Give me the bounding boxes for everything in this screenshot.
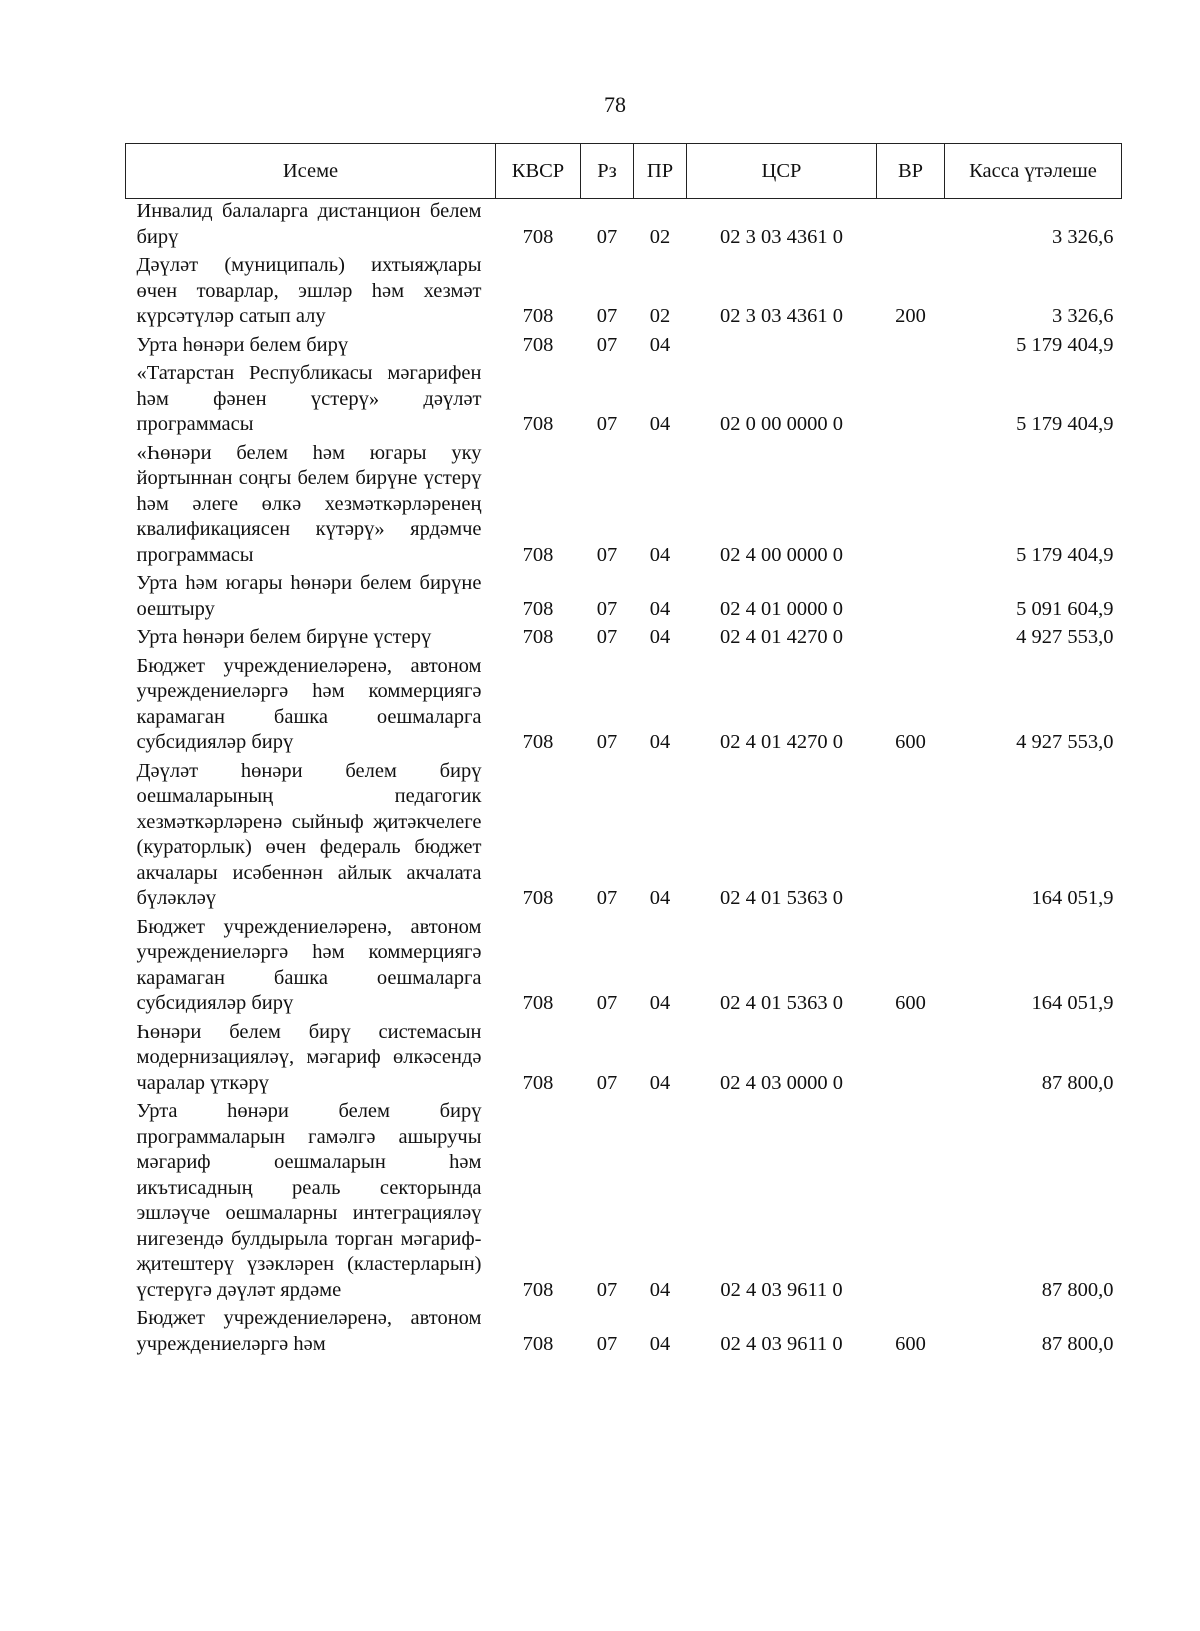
row-vr xyxy=(877,441,945,572)
row-csr: 02 4 03 9611 0 xyxy=(720,1278,843,1301)
row-pr: 04 xyxy=(649,597,671,620)
row-rz: 07 xyxy=(596,305,618,327)
row-name: Бюджет учреждениеләренә, автоном учреждениеләргә һәм xyxy=(136,1307,482,1355)
row-name: Урта һөнәри белем бирүне үстерү xyxy=(136,626,432,648)
row-kvsr: 708 xyxy=(522,887,554,909)
row-kvsr: 708 xyxy=(522,225,554,248)
row-kvsr: 708 xyxy=(522,1071,554,1094)
header-kvsr: КВСР xyxy=(496,144,581,199)
row-name: «Татарстан Республикасы мәгарифен һәм фәнен үстерү» дәүләт программасы xyxy=(136,362,482,435)
row-name: Бюджет учреждениеләренә, автоном учреждениеләргә һәм коммерциягә карамаган башка оешмаларга субсидияләр бирү xyxy=(136,654,482,753)
row-csr: 02 4 00 0000 0 xyxy=(720,543,843,566)
row-vr xyxy=(877,1099,945,1306)
row-pr: 04 xyxy=(649,731,671,753)
row-kvsr: 708 xyxy=(522,626,554,648)
row-csr: 02 4 01 4270 0 xyxy=(720,626,843,648)
row-pr: 04 xyxy=(649,992,671,1014)
table-row xyxy=(126,361,1122,441)
row-csr xyxy=(687,333,877,362)
row-pr: 04 xyxy=(649,333,671,356)
row-rz: 07 xyxy=(596,333,618,356)
row-pr: 02 xyxy=(649,225,671,248)
row-rz: 07 xyxy=(596,543,618,566)
row-csr: 02 4 03 0000 0 xyxy=(720,1071,843,1094)
row-pr: 02 xyxy=(649,305,671,327)
row-kvsr: 708 xyxy=(522,413,554,435)
row-pr: 04 xyxy=(649,413,671,435)
row-sum: 4 927 553,0 xyxy=(1016,626,1114,648)
row-vr xyxy=(877,625,945,654)
row-csr: 02 3 03 4361 0 xyxy=(720,225,843,248)
row-name: «Һөнәри белем һәм югары уку йортыннан соңгы белем бирүне үстерү һәм әлеге өлкә хезмәткәрләренең квалификациясен күтәрү» ярдәмче программасы xyxy=(136,441,482,566)
table-row xyxy=(126,1306,1122,1360)
row-sum: 5 179 404,9 xyxy=(1016,543,1114,566)
row-name: Урта һөнәри белем бирү xyxy=(136,333,349,356)
row-csr: 02 4 01 0000 0 xyxy=(720,597,843,620)
row-csr: 02 0 00 0000 0 xyxy=(720,413,843,435)
row-pr: 04 xyxy=(649,1332,671,1355)
row-csr: 02 3 03 4361 0 xyxy=(720,305,843,327)
table-row xyxy=(126,915,1122,1020)
row-pr: 04 xyxy=(649,887,671,909)
row-csr: 02 4 01 5363 0 xyxy=(720,887,843,909)
row-sum: 3 326,6 xyxy=(1052,225,1114,248)
table-row xyxy=(126,441,1122,572)
row-sum: 87 800,0 xyxy=(1041,1071,1114,1094)
row-sum: 164 051,9 xyxy=(1031,992,1114,1014)
table-row xyxy=(126,1099,1122,1306)
row-kvsr: 708 xyxy=(522,1332,554,1355)
budget-table xyxy=(125,143,1122,1360)
page-number: 78 xyxy=(604,92,626,117)
row-rz: 07 xyxy=(596,597,618,620)
row-vr xyxy=(877,333,945,362)
table-row xyxy=(126,333,1122,362)
row-pr: 04 xyxy=(649,626,671,648)
row-kvsr: 708 xyxy=(522,1278,554,1301)
row-rz: 07 xyxy=(596,225,618,248)
row-name: Инвалид балаларга дистанцион белем бирү xyxy=(136,200,482,248)
table-row xyxy=(126,1020,1122,1100)
row-name: Дәүләт (муниципаль) ихтыяҗлары өчен товарлар, эшләр һәм хезмәт күрсәтүләр сатып алу xyxy=(136,254,482,327)
row-name: Һөнәри белем бирү системасын модернизацияләү, мәгариф өлкәсендә чаралар үткәрү xyxy=(136,1020,482,1094)
row-csr: 02 4 01 5363 0 xyxy=(720,992,843,1014)
row-sum: 3 326,6 xyxy=(1052,305,1114,327)
row-vr: 600 xyxy=(895,992,926,1014)
row-kvsr: 708 xyxy=(522,597,554,620)
row-csr: 02 4 01 4270 0 xyxy=(720,731,843,753)
row-pr: 04 xyxy=(649,1278,671,1301)
row-sum: 5 091 604,9 xyxy=(1016,597,1114,620)
row-vr: 200 xyxy=(895,305,926,327)
table-row xyxy=(126,625,1122,654)
row-sum: 164 051,9 xyxy=(1031,887,1114,909)
row-sum: 4 927 553,0 xyxy=(1016,731,1114,753)
row-vr xyxy=(877,1020,945,1100)
row-name: Урта һәм югары һөнәри белем бирүне оештыру xyxy=(136,572,482,620)
row-sum: 5 179 404,9 xyxy=(1016,333,1114,356)
header-vr: ВР xyxy=(877,144,945,199)
row-rz: 07 xyxy=(596,1278,618,1301)
row-rz: 07 xyxy=(596,1332,618,1355)
table-row xyxy=(126,654,1122,759)
row-vr: 600 xyxy=(895,1332,926,1355)
row-csr: 02 4 03 9611 0 xyxy=(720,1332,843,1355)
row-kvsr: 708 xyxy=(522,305,554,327)
row-rz: 07 xyxy=(596,1071,618,1094)
row-sum: 5 179 404,9 xyxy=(1016,413,1114,435)
header-name: Исеме xyxy=(126,144,496,199)
row-rz: 07 xyxy=(596,887,618,909)
row-rz: 07 xyxy=(596,992,618,1014)
row-rz: 07 xyxy=(596,731,618,753)
row-name: Дәүләт һөнәри белем бирү оешмаларының педагогик хезмәткәрләренә сыйныф җитәкчелеге (кураторлык) өчен федераль бюджет акчалары исәбеннән айлык акчалата бүләкләү xyxy=(136,759,482,909)
row-pr: 04 xyxy=(649,543,671,566)
header-csr: ЦСР xyxy=(687,144,877,199)
row-vr xyxy=(877,571,945,625)
table-row xyxy=(126,199,1122,254)
row-name: Бюджет учреждениеләренә, автоном учреждениеләргә һәм коммерциягә карамаган башка оешмаларга субсидияләр бирү xyxy=(136,915,482,1014)
row-vr xyxy=(877,759,945,915)
row-pr: 04 xyxy=(649,1071,671,1094)
table-row xyxy=(126,759,1122,915)
row-rz: 07 xyxy=(596,626,618,648)
row-kvsr: 708 xyxy=(522,731,554,753)
header-sum: Касса үтәлеше xyxy=(945,144,1122,199)
row-vr xyxy=(877,199,945,254)
row-sum: 87 800,0 xyxy=(1041,1332,1114,1355)
row-name: Урта һөнәри белем бирү программаларын гамәлгә ашыручы мәгариф оешмаларын һәм икътисадның реаль секторында эшләүче оешмаларны интеграцияләү нигезендә булдырыла торган мәгариф-җитештерү үзәкләрен (кластерларын) үстерүгә дәүләт ярдәме xyxy=(136,1100,482,1301)
header-pr: ПР xyxy=(634,144,687,199)
row-kvsr: 708 xyxy=(522,333,554,356)
row-vr: 600 xyxy=(895,731,926,753)
header-rz: Рз xyxy=(581,144,634,199)
table-header-row xyxy=(126,144,1122,199)
row-kvsr: 708 xyxy=(522,992,554,1014)
table-row xyxy=(126,571,1122,625)
row-sum: 87 800,0 xyxy=(1041,1278,1114,1301)
row-vr xyxy=(877,361,945,441)
table-row xyxy=(126,253,1122,333)
row-rz: 07 xyxy=(596,413,618,435)
row-kvsr: 708 xyxy=(522,543,554,566)
